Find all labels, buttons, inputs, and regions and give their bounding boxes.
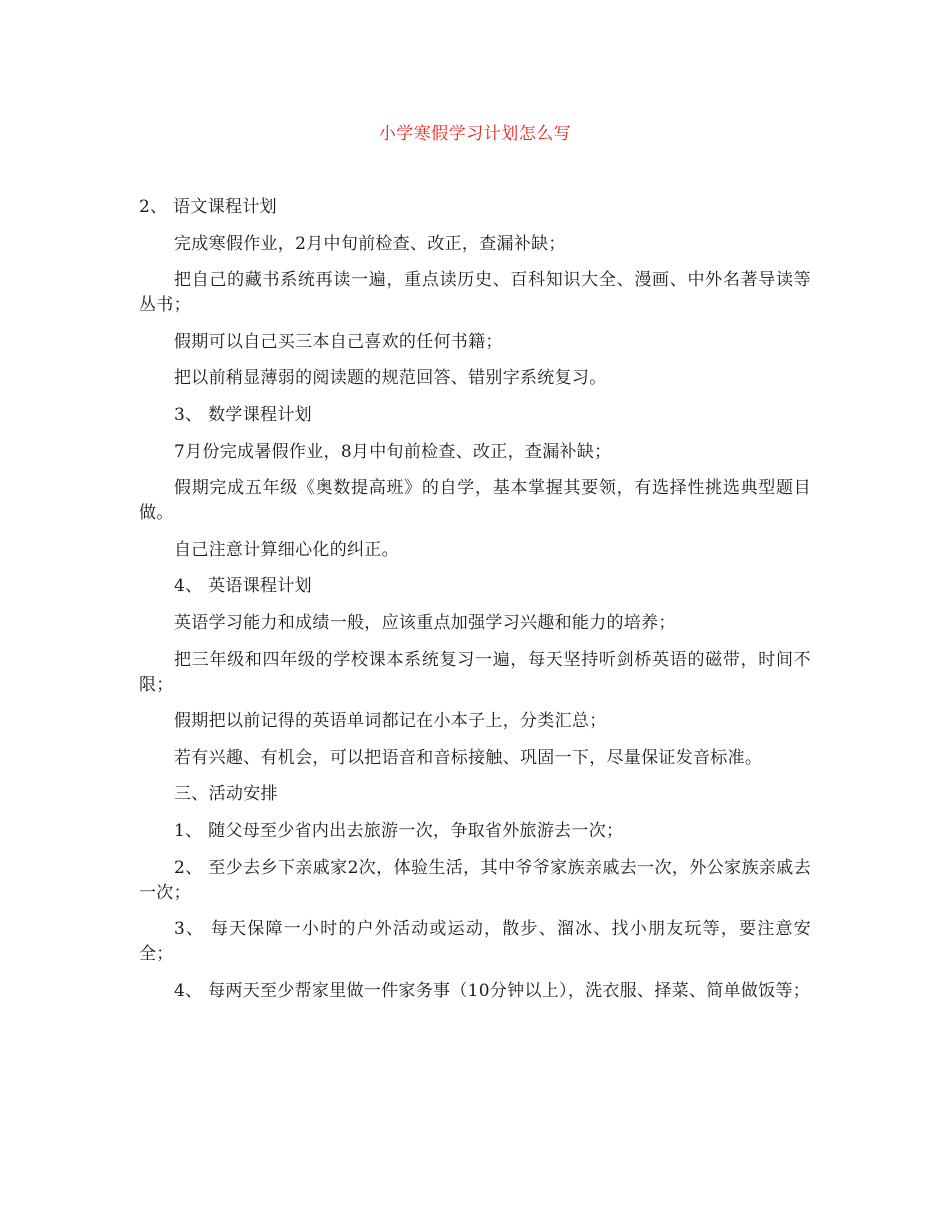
paragraph: 英语学习能力和成绩一般，应该重点加强学习兴趣和能力的培养； [174, 612, 676, 633]
paragraph: 把三年级和四年级的学校课本系统复习一遍，每天坚持听剑桥英语的磁带，时间不限； [139, 649, 811, 695]
paragraph: 2、 语文课程计划 [139, 197, 277, 217]
paragraph: 3、 每天保障一小时的户外活动或运动，散步、溜冰、找小朋友玩等，要注意安全； [139, 919, 811, 965]
paragraph: 假期完成五年级《奥数提高班》的自学，基本掌握其要领，有选择性挑选典型题目做。 [139, 478, 811, 524]
paragraph: 把以前稍显薄弱的阅读题的规范回答、错别字系统复习。 [174, 368, 607, 389]
paragraph: 假期把以前记得的英语单词都记在小本子上，分类汇总； [174, 711, 607, 732]
paragraph: 4、 每两天至少帮家里做一件家务事（10分钟以上），洗衣服、择菜、简单做饭等； [174, 980, 811, 1001]
paragraph: 4、 英语课程计划 [174, 576, 312, 597]
paragraph: 2、 至少去乡下亲戚家2次，体验生活，其中爷爷家族亲戚去一次，外公家族亲戚去一次； [139, 857, 811, 903]
paragraph: 假期可以自己买三本自己喜欢的任何书籍； [174, 331, 503, 352]
document-body [139, 195, 811, 1015]
paragraph: 7月份完成暑假作业，8月中旬前检查、改正，查漏补缺； [174, 441, 612, 462]
paragraph: 1、 随父母至少省内出去旅游一次，争取省外旅游去一次； [174, 820, 624, 841]
paragraph: 完成寒假作业，2月中旬前检查、改正，查漏补缺； [174, 233, 566, 254]
paragraph: 3、 数学课程计划 [174, 404, 312, 425]
document-title: 小学寒假学习计划怎么写 [378, 124, 572, 144]
paragraph: 若有兴趣、有机会，可以把语音和音标接触、巩固一下，尽量保证发音标准。 [174, 747, 763, 768]
paragraph: 自己注意计算细心化的纠正。 [174, 539, 399, 560]
paragraph: 把自己的藏书系统再读一遍，重点读历史、百科知识大全、漫画、中外名著导读等丛书； [139, 270, 811, 316]
paragraph: 三、活动安排 [174, 784, 278, 805]
